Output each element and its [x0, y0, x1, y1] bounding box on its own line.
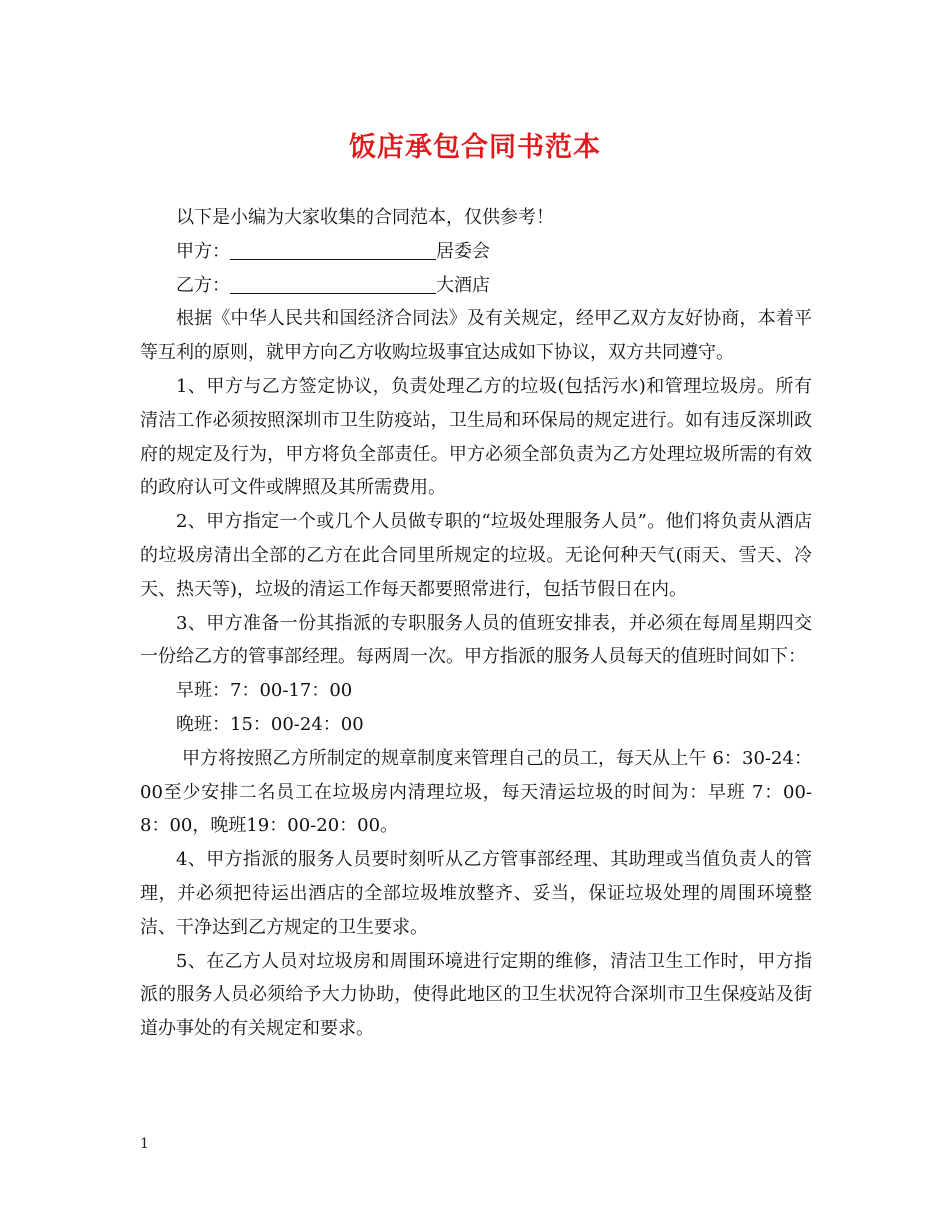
party-a-suffix: 居委会 — [436, 240, 490, 262]
party-a-blank — [230, 239, 436, 260]
clause-1-paragraph: 1、甲方与乙方签定协议，负责处理乙方的垃圾(包括污水)和管理垃圾房。所有清洁工作必须按照深圳市卫生防疫站，卫生局和环保局的规定进行。如有违反深圳政府的规定及行为，甲方将负全部责任。甲方必须全部负责为乙方处理垃圾所需的有效的政府认可文件或牌照及其所需费用。 — [140, 375, 812, 499]
clause-2-paragraph: 2、甲方指定一个或几个人员做专职的“垃圾处理服务人员”。他们将负责从酒店的垃圾房清出全部的乙方在此合同里所规定的垃圾。无论何种天气(雨天、雪天、冷天、热天等)，垃圾的清运工作每天都要照常进行，包括节假日在内。 — [140, 511, 812, 600]
document-title: 饭店承包合同书范本 — [349, 132, 601, 163]
party-b-label: 乙方： — [176, 274, 230, 296]
clause-5-paragraph: 5、在乙方人员对垃圾房和周围环境进行定期的维修，清洁卫生工作时，甲方指派的服务人员必须给予大力协助，使得此地区的卫生状况符合深圳市卫生保疫站及街道办事处的有关规定和要求。 — [140, 950, 812, 1040]
party-b-blank — [230, 273, 436, 294]
clause-4-paragraph: 4、甲方指派的服务人员要时刻听从乙方管事部经理、其助理或当值负责人的管理，并必须把待运出酒店的全部垃圾堆放整齐、妥当，保证垃圾处理的周围环境整洁、干净达到乙方规定的卫生要求。 — [140, 849, 812, 938]
clause-3-paragraph: 3、甲方准备一份其指派的专职服务人员的值班安排表，并必须在每周星期四交一份给乙方的管事部经理。每两周一次。甲方指派的服务人员每天的值班时间如下： — [140, 612, 812, 668]
party-b-suffix: 大酒店 — [436, 274, 490, 296]
party-b-line — [140, 269, 812, 303]
page-number: 1 — [140, 1136, 149, 1152]
party-a-label: 甲方： — [176, 240, 230, 262]
late-shift-line: 晚班：15：00-24：00 — [176, 713, 364, 735]
document-body — [140, 201, 812, 1046]
early-shift-line: 早班：7：00-17：00 — [176, 680, 353, 702]
intro-paragraph: 以下是小编为大家收集的合同范本，仅供参考！ — [176, 207, 554, 228]
preamble-paragraph: 根据《中华人民共和国经济合同法》及有关规定，经甲乙双方友好协商，本着平等互利的原则，就甲方向乙方收购垃圾事宜达成如下协议，双方共同遵守。 — [140, 308, 812, 364]
party-a-line — [140, 235, 812, 269]
staff-rule-paragraph: 甲方将按照乙方所制定的规章制度来管理自己的员工，每天从上午 6：30-24：00至少安排二名员工在垃圾房内清理垃圾，每天清运垃圾的时间为：早班 7：00-8：00，晚班19：00-20：00。 — [140, 747, 812, 837]
